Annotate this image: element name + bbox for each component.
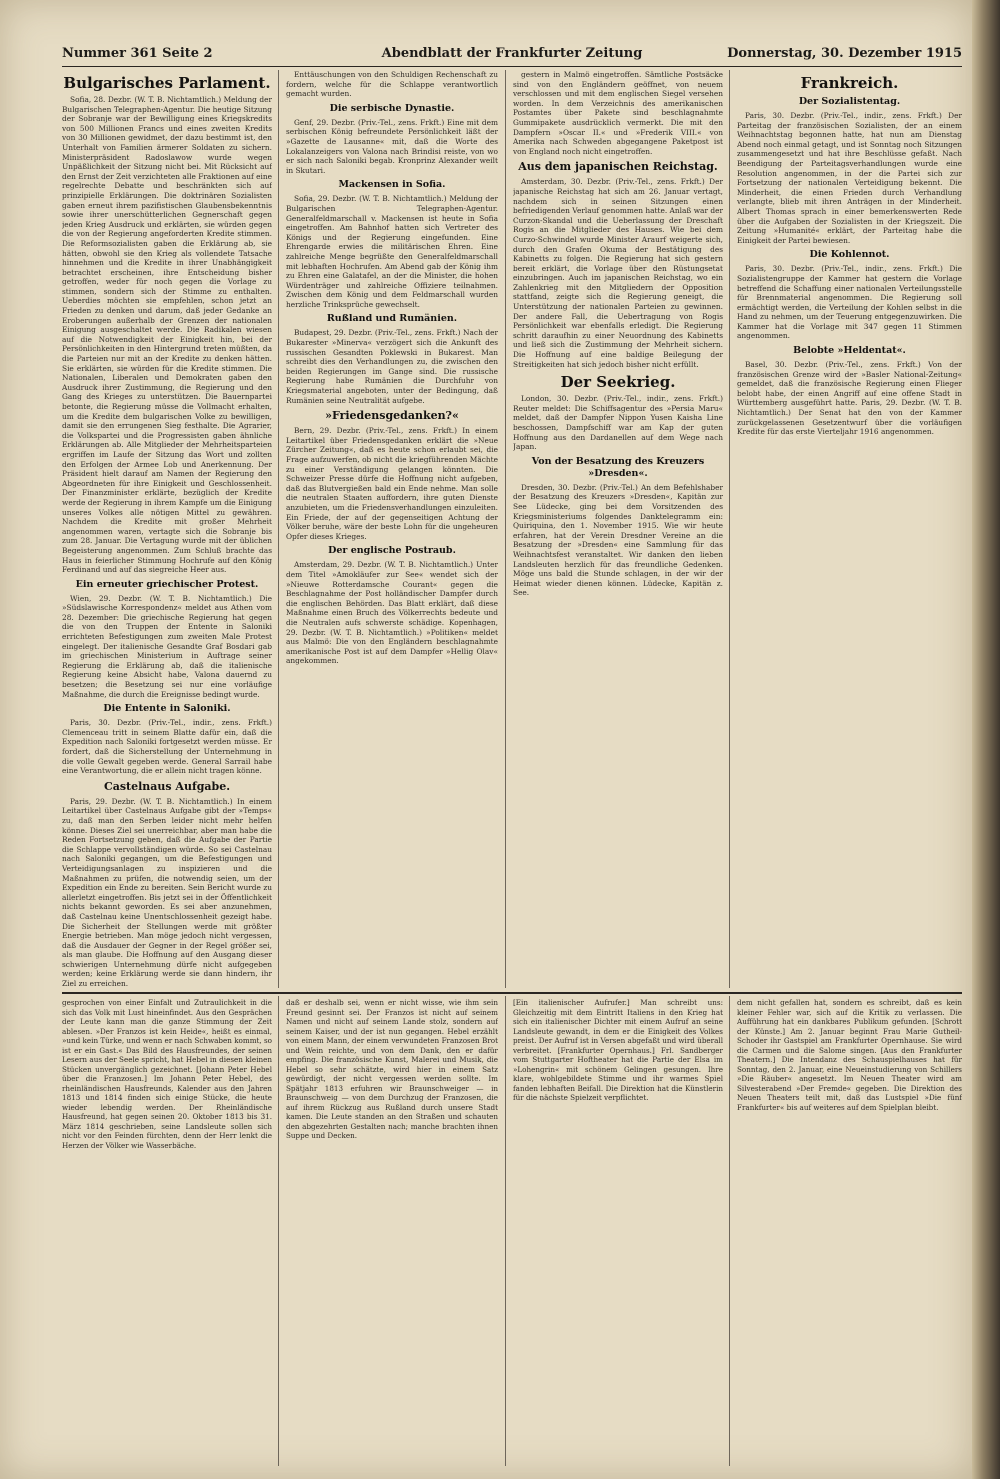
headline-russia-romania: Rußland und Rumänien. [326,313,458,325]
feuilleton-text: daß er deshalb sei, wenn er nicht wisse, wie ihm sein Freund gesinnt sei. Der Franzos ist nicht auf seinem Namen und nicht auf seinem Lande stolz, sondern auf seinem Kaiser, und der ist nun gegangen. Hebel erzählt von einem Mann, der einem verwundeten Franzosen Brot und Wein reichte, und von dem Dank, den er dafür empfing. Die französische Kunst, Malerei und Musik, die Hebel so sehr schätzte, wird hier in einem Satz gewürdigt, der nicht vergessen werden sollte. Im Spätjahr 1813 erfuhren wir Braunschweiger — in Braunschweig — von dem Durchzug der Franzosen, die auf ihrem Rückzug aus Rußland durch unsere Stadt kamen. Die Leute standen an den Straßen und schauten den abgezehrten Gestalten nach; manche brachten ihnen Suppe und Decken. [286,998,498,1140]
feuilleton-text: gesprochen von einer Einfalt und Zutraulichkeit in die sich das Volk mit Lust hineinfindet. Aus den Gesprächen der Leute kann man die ganze Stimmung der Zeit ablesen. »Der Franzos ist kein Heide«, heißt es einmal, »und kein Türke, und wenn er nach Schwaben kommt, so ist er ein Gast.« Das Bild des Hausfreundes, der seinen Lesern aus der Seele spricht, hat Hebel in diesen kleinen Stücken unvergänglich gezeichnet. [Johann Peter Hebel über die Franzosen.] Im Johann Peter Hebel, des rheinländischen Hausfreunds, Kalender aus den Jahren 1813 und 1814 finden sich einige Stücke, die heute wieder lebendig werden. Der Rheinländische Hausfreund, hat gegen seinen 20. Oktober 1813 bis 31. März 1814 geschrieben, seine Landsleute sollen sich nicht vor den Feinden fürchten, denn der Herr lenkt die Herzen der Völker wie Wasserbäche. [62,998,272,1150]
feuilleton-text: dem nicht gefallen hat, sondern es schreibt, daß es kein kleiner Fehler war, sich auf die Kritik zu verlassen. Die Aufführung hat ein dankbares Publikum gefunden. [Schrott der Künste.] Am 2. Januar beginnt Frau Marie Gutheil-Schoder ihr Gastspiel am Frankfurter Opernhause. Sie wird die Carmen und die Salome singen. [Aus den Frankfurter Theatern.] Die Intendanz des Schauspielhauses hat für Sonntag, den 2. Januar, eine Neueinstudierung von Schillers »Die Räuber« angesetzt. Im Neuen Theater wird am Silvesterabend »Der Fremde« gegeben. Die Direktion des Neuen Theaters teilt mit, daß das Lustspiel »Die fünf Frankfurter« bis auf weiteres auf dem Spielplan bleibt. [737,998,962,1112]
issue-number: Nummer 361 Seite 2 [62,46,213,61]
headline-castelnau: Castelnaus Aufgabe. [103,779,231,793]
headline-japanese-reichstag: Aus dem japanischen Reichstag. [518,160,718,174]
headline-dresden-crew: Von der Besatzung des Kreuzers »Dresden«. [531,455,705,479]
column-separator [505,996,506,1466]
feuilleton-text: [Ein italienischer Aufrufer.] Man schreibt uns: Gleichzeitig mit dem Eintritt Italiens in den Krieg hat sich ein italienischer Dichter mit einem Aufruf an seine Landsleute gewandt, in dem er die Einigkeit des Volkes preist. Der Aufruf ist in Versen abgefaßt und wird überall verbreitet. [Frankfurter Opernhaus.] Frl. Sandberger vom Stuttgarter Hoftheater hat die Partie der Elsa im »Lohengrin« mit schönem Gelingen gesungen. Ihre klare, wohlgebildete Stimme und ihr warmes Spiel fanden lebhaften Beifall. Die Direktion hat die Künstlerin für die nächste Spielzeit verpflichtet. [513,998,723,1102]
headline-entente-saloniki: Die Entente in Saloniki. [103,703,231,715]
article-text: Wien, 29. Dezbr. (W. T. B. Nichtamtlich.) Die »Südslawische Korrespondenz« meldet aus Athen vom 28. Dezember: Die griechische Regierung hat gegen die von den Truppen der Entente in Saloniki errichteten Befestigungen zum zweiten Male Protest eingelegt. Der italienische Gesandte Graf Bosdari gab im griechischen Ministerium in Auftrage seiner Regierung die Erklärung ab, daß die italienische Regierung keine Absicht habe, Valona dauernd zu besetzen; die Besetzung sei nur eine vorläufige Maßnahme, die durch die Ereignisse bedingt wurde. [62,593,272,699]
article-text: Genf, 29. Dezbr. (Priv.-Tel., zens. Frkft.) Eine mit dem serbischen König befreundete Persönlichkeit läßt der »Gazette de Lausanne« mit, daß die Worte des Lokalanzeigers von Valona nach Brindisi reiste, von wo er sich nach Saloniki begab. Kronprinz Alexander weilt in Skutari. [286,117,498,175]
masthead [62,44,962,64]
paper-name: Abendblatt der Frankfurter Zeitung [381,46,643,61]
feuilleton-column-1 [62,998,272,1468]
column-separator [729,70,730,988]
column-4 [737,70,962,988]
headline-france: Frankreich. [800,74,899,92]
article-text: Paris, 30. Dezbr. (Priv.-Tel., indir., zens. Frkft.) Clemenceau tritt in seinem Blatte dafür ein, daß die Expedition nach Saloniki fortgesetzt werden müsse. Er fordert, daß die Sicherstellung der Unternehmung in die volle Gewalt gegeben werde. General Sarrail habe eine Verantwortung, die er allein nicht tragen könne. [62,718,272,776]
headline-mackensen-sofia: Mackensen in Sofia. [338,179,446,191]
issue-date: Donnerstag, 30. Dezember 1915 [727,46,962,61]
headline-bulgarian-parliament: Bulgarisches Parlament. [63,74,271,92]
column-separator [505,70,506,988]
headline-naval-war: Der Seekrieg. [560,373,676,392]
masthead-rule [62,66,962,67]
headline-coal-shortage: Die Kohlennot. [809,249,890,261]
headline-greek-protest: Ein erneuter griechischer Protest. [75,578,259,590]
feuilleton-rule [62,992,962,994]
feuilleton-column-2 [286,998,498,1468]
article-text: Paris, 29. Dezbr. (W. T. B. Nichtamtlich.) In einem Leitartikel über Castelnaus Aufgabe gibt der »Temps« zu, daß man den Serben leider nicht mehr helfen könne. Dieses Ziel sei unerreichbar, aber man habe die Reden Fortsetzung geben, daß die Aufgabe der Partie die Schlappe vervollständigen würde. So sei Castelnau nach Saloniki gegangen, um die Befestigungen und Verteidigungsanlagen zu inspizieren und die Maßnahmen zu prüfen, die notwendig seien, um der Expedition ein Ende zu bereiten. Sein Bericht wurde zu allerletzt eingetroffen. Bis jetzt sei in der Öffentlichkeit nichts bekannt geworden. Es sei aber anzunehmen, daß Castelnau keine Unentschlossenheit gezeigt habe. Die Sicherheit der Stellungen werde mit größter Energie betrieben. Man möge jedoch nicht vergessen, daß die Ausdauer der Gegner in der Regel größer sei, als man glaube. Die Hoffnung auf den Ausgang dieser schwierigen Unternehmung dürfe nicht aufgegeben werden; keine Erklärung werde sie dann hindern, ihr Ziel zu erreichen. [62,796,272,988]
article-text: Amsterdam, 29. Dezbr. (W. T. B. Nichtamtlich.) Unter dem Titel »Amokläufer zur See« wendet sich der »Nieuwe Rotterdamsche Courant« gegen die Beschlagnahme der Post holländischer Dampfer durch die englischen Behörden. Das Blatt erklärt, daß diese Maßnahme einen Bruch des Völkerrechts bedeute und die Neutralen aufs schwerste schädige. Kopenhagen, 29. Dezbr. (W. T. B. Nichtamtlich.) »Politiken« meldet aus Malmö: Die von den Engländern beschlagnahmte amerikanische Post ist auf dem Dampfer »Hellig Olav« angekommen. [286,560,498,666]
column-3 [513,70,723,988]
article-text: gestern in Malmö eingetroffen. Sämtliche Postsäcke sind von den Engländern geöffnet, von neuem verschlossen und mit dem englischen Siegel versehen worden. In dem Verzeichnis des amerikanischen Postamtes über Pakete sind beschlagnahmte Gummipakete ausdrücklich vermerkt. Die mit den Dampfern »Oscar II.« und »Frederik VIII.« von Amerika nach Schweden abgegangene Paketpost ist von England noch nicht eingetroffen. [513,70,723,156]
article-text: London, 30. Dezbr. (Priv.-Tel., indir., zens. Frkft.) Reuter meldet: Die Schiffsagentur des »Persia Maru« meldet, daß der Dampfer Nippon Yusen Kaisha Line beschossen, Dampfschiff war am Kap der guten Hoffnung aus den Dardanellen auf dem Wege nach Japan. [513,394,723,452]
column-separator [278,996,279,1466]
page-edge [972,0,1000,1479]
article-text: Amsterdam, 30. Dezbr. (Priv.-Tel., zens. Frkft.) Der japanische Reichstag hat sich am 26. Januar vertagt, nachdem sich in seinen Sitzungen einen befriedigenden Verlauf genommen hatte. Anlaß war der Curzon-Skandal und die Ueberlassung der Dreschaft Rogis an die Mitglieder des Hauses. Wie bei dem Curzo-Schwindel wurde Minister Araurf weigerte sich, durch den Grafen Okuma der Bestätigung des Kabinetts zu folgen. Die Regierung hat sich gestern bereit erklärt, die Vorlage über den Rüstungsetat einzubringen. Auch im japanischen Reichstag, wo ein Zahlenkrieg mit den Mitgliedern der Opposition stattfand, zeigte sich die Regierung geneigt, die Unterstützung der nationalen Parteien zu gewinnen. Der andere Fall, die Uebertragung von Rogis Persönlichkeit war ebenfalls erledigt. Die Regierung schritt daraufhin zu einer Neuordnung des Kabinetts und ließ sich die Zustimmung der Mehrheit sichern. Die Hoffnung auf eine baldige Beilegung der Streitigkeiten hat sich jedoch bisher nicht erfüllt. [513,177,723,369]
column-separator [729,996,730,1466]
article-text: Enttäuschungen von den Schuldigen Rechenschaft zu fordern, welche für die Schlappe verantwortlich gemacht wurden. [286,70,498,99]
article-text: Basel, 30. Dezbr. (Priv.-Tel., zens. Frkft.) Von der französischen Grenze wird der »Basler National-Zeitung« gemeldet, daß die französische Regierung einen Flieger belobt habe, der einen Angriff auf eine offene Stadt in Württemberg ausgeführt hatte. Paris, 29. Dezbr. (W. T. B. Nichtamtlich.) Der Senat hat den von der Kammer zurückgelassenen Gesetzentwurf über die vorläufigen Kredite für das erste Vierteljahr 1916 angenommen. [737,360,962,437]
headline-socialist-congress: Der Sozialistentag. [798,96,901,107]
feuilleton-column-3 [513,998,723,1468]
column-1 [62,70,272,988]
feuilleton-column-4 [737,998,962,1468]
headline-serbian-dynasty: Die serbische Dynastie. [329,102,455,114]
article-text: Sofia, 28. Dezbr. (W. T. B. Nichtamtlich.) Meldung der Bulgarischen Telegraphen-Agentur. Die heutige Sitzung der Sobranje war der Bewilligung eines Kriegskredits von 500 Millionen Francs und eines zweiten Kredits von 30 Millionen gewidmet, der dazu bestimmt ist, den Unterhalt von Familien ärmerer Soldaten zu sichern. Ministerpräsident Radoslawow wurde wegen Unpäßlichkeit der Sitzung nicht bei. Mit Rücksicht auf den Ernst der Zeit verzichteten alle Fraktionen auf eine regelrechte Debatte und beschränkten sich auf prinzipielle Erklärungen. Die doktrinären Sozialisten gaben erneut ihrem pazifistischen Glaubensbekenntnis sowie ihrer unerschütterlichen Gegnerschaft gegen jeden Krieg Ausdruck und erklärten, sie würden gegen die von der Regierung angeforderten Kredite stimmen. Die Reformsozialisten gaben die Erklärung ab, sie hätten, obwohl sie den Krieg als vollendete Tatsache hinnehmen und die Kredite in ihrer Unabhängigkeit betrachtet erscheinen, ihre Entscheidung bisher getroffen, weder für noch gegen die Vorlage zu stimmen, sondern sich der Stimme zu enthalten. Ueberdies möchten sie empfehlen, schon jetzt an Frieden zu denken und darum, daß jeder Gedanke an Eroberungen außerhalb der Grenzen der nationalen Einigung ausgeschaltet werde. Die Radikalen wiesen auf die Notwendigkeit der Einigkeit hin, bei der Persönlichkeiten in den Hintergrund treten müßten, da die Parteien nur mit an der Kredite zu denken hätten. Sie erklärten, sie würden für die Kredite stimmen. Die Nationalen, Liberalen und Demokraten gaben den Ausdruck ihrer Zustimmung, die Regierung und den Gang des Krieges zu unterstützen. Die Bauernpartei betonte, die Regierung müsse die Vollmacht erhalten, um die Kredite dem bulgarischen Volke zu bewilligen, damit sie den errungenen Sieg festhalte. Die Agrarier, die Volkspartei und die Progressisten gaben ähnliche Erklärungen ab. Alle Mitglieder der Mehrheitsparteien ergriffen im Laufe der Sitzung das Wort und zollten den Erfolgen der Armee Lob und Anerkennung. Der Präsident hielt darauf am Namen der Regierung den Abgeordneten für ihre Einigkeit und Geschlossenheit. Der Finanzminister erklärte, bezüglich der Kredite werde der Regierung in ihrem Kampfe um die Einigung unseres Volkes alle nötigen Mittel zu gewähren. Nachdem die Kredite mit großer Mehrheit angenommen waren, vertagte sich die Sobranje bis zum 28. Januar. Die Vertagung wurde mit der üblichen Begeisterung angenommen. Zum Schluß brachte das Haus in feierlicher Stimmung Hochrufe auf den König Ferdinand und auf das siegreiche Heer aus. [62,95,272,575]
headline-english-post-robbery: Der englische Postraub. [328,545,456,557]
article-text: Sofia, 29. Dezbr. (W. T. B. Nichtamtlich.) Meldung der Bulgarischen Telegraphen-Agentur. Generalfeldmarschall v. Mackensen ist heute in Sofia eingetroffen. Am Bahnhof hatten sich Vertreter des Königs und der Regierung eingefunden. Eine Ehrengarde erwies die militärischen Ehren. Eine zahlreiche Menge begrüßte den Generalfeldmarschall mit lebhaften Hochrufen. Am Abend gab der König ihm zu Ehren eine Galatafel, an der die Minister, die hohen Würdenträger und zahlreiche Offiziere teilnahmen. Zwischen dem König und dem Feldmarschall wurden herzliche Trinksprüche gewechselt. [286,194,498,309]
column-separator [278,70,279,988]
article-text: Paris, 30. Dezbr. (Priv.-Tel., indir., zens. Frkft.) Die Sozialistengruppe der Kammer hat gestern die Vorlage betreffend die Schaffung einer nationalen Verteilungsstelle für Brennmaterial angenommen. Die Regierung soll ermächtigt werden, die Verteilung der Kohlen selbst in die Hand zu nehmen, um der Teuerung entgegenzuwirken. Die Kammer hat die Vorlage mit 347 gegen 11 Stimmen angenommen. [737,264,962,341]
article-text: Dresden, 30. Dezbr. (Priv.-Tel.) An dem Befehlshaber der Besatzung des Kreuzers »Dresden«, Kapitän zur See Lüdecke, ging bei dem Vorsitzenden des Kriegsministeriums folgendes Danktelegramm ein: Quiriquina, den 1. November 1915. Wie wir heute erfahren, hat der Verein Dresdner Vereine an die Besatzung der »Dresden« eine Sammlung für das Weihnachtsfest veranstaltet. Wir danken den lieben Landsleuten herzlich für das freundliche Gedenken. Möge uns bald die Stunde schlagen, in der wir der Heimat wieder dienen können. Lüdecke, Kapitän z. See. [513,482,723,598]
article-text: Paris, 30. Dezbr. (Priv.-Tel., indir., zens. Frkft.) Der Parteitag der französischen Sozialisten, der an einem Weihnachtstag begonnen hatte, hat nun am Dienstag Abend noch einmal getagt, und ist Sonntag noch Sitzungen zusammengesetzt und hat ihre Beschlüsse gefaßt. Nach Beendigung der Parteitagsverhandlungen wurde eine Resolution angenommen, in der die Partei sich zur Fortsetzung der nationalen Verteidigung bekennt. Die Minderheit, die einen Frieden durch Verhandlung verlangte, blieb mit ihren Anträgen in der Minderheit. Albert Thomas sprach in einer bemerkenswerten Rede über die Aufgaben der Sozialisten in der Kriegszeit. Die Zeitung »Humanité« erklärt, der Parteitag habe die Einigkeit der Partei bewiesen. [737,111,962,245]
article-text: Bern, 29. Dezbr. (Priv.-Tel., zens. Frkft.) In einem Leitartikel über Friedensgedanken erklärt die »Neue Zürcher Zeitung«, daß es heute schon erlaubt sei, die Frage aufzuwerfen, ob nicht die kriegführenden Mächte zu einer Verständigung gelangen könnten. Die Schweizer Presse dürfe die Hoffnung nicht aufgeben, daß das Blutvergießen bald ein Ende nehme. Man solle die neutralen Staaten auffordern, ihre guten Dienste anzubieten, um die Friedensverhandlungen einzuleiten. Ein Friede, der auf der gegenseitigen Achtung der Völker beruhe, wäre der beste Lohn für die ungeheuren Opfer dieses Krieges. [286,426,498,541]
column-2 [286,70,498,988]
headline-praised-heroic-deed: Belobte »Heldentat«. [793,345,906,357]
article-text: Budapest, 29. Dezbr. (Priv.-Tel., zens. Frkft.) Nach der Bukarester »Minerva« verzögert sich die Ankunft des russischen Gesandten Poklewski in Bukarest. Man schreibt dies den Verhandlungen zu, die zwischen den beiden Regierungen im Gange sind. Die russische Regierung habe Rumänien die Durchfuhr von Kriegsmaterial angeboten, unter der Bedingung, daß Rumänien seine Neutralität aufgebe. [286,328,498,405]
headline-peace-thoughts: »Friedensgedanken?« [325,409,459,423]
